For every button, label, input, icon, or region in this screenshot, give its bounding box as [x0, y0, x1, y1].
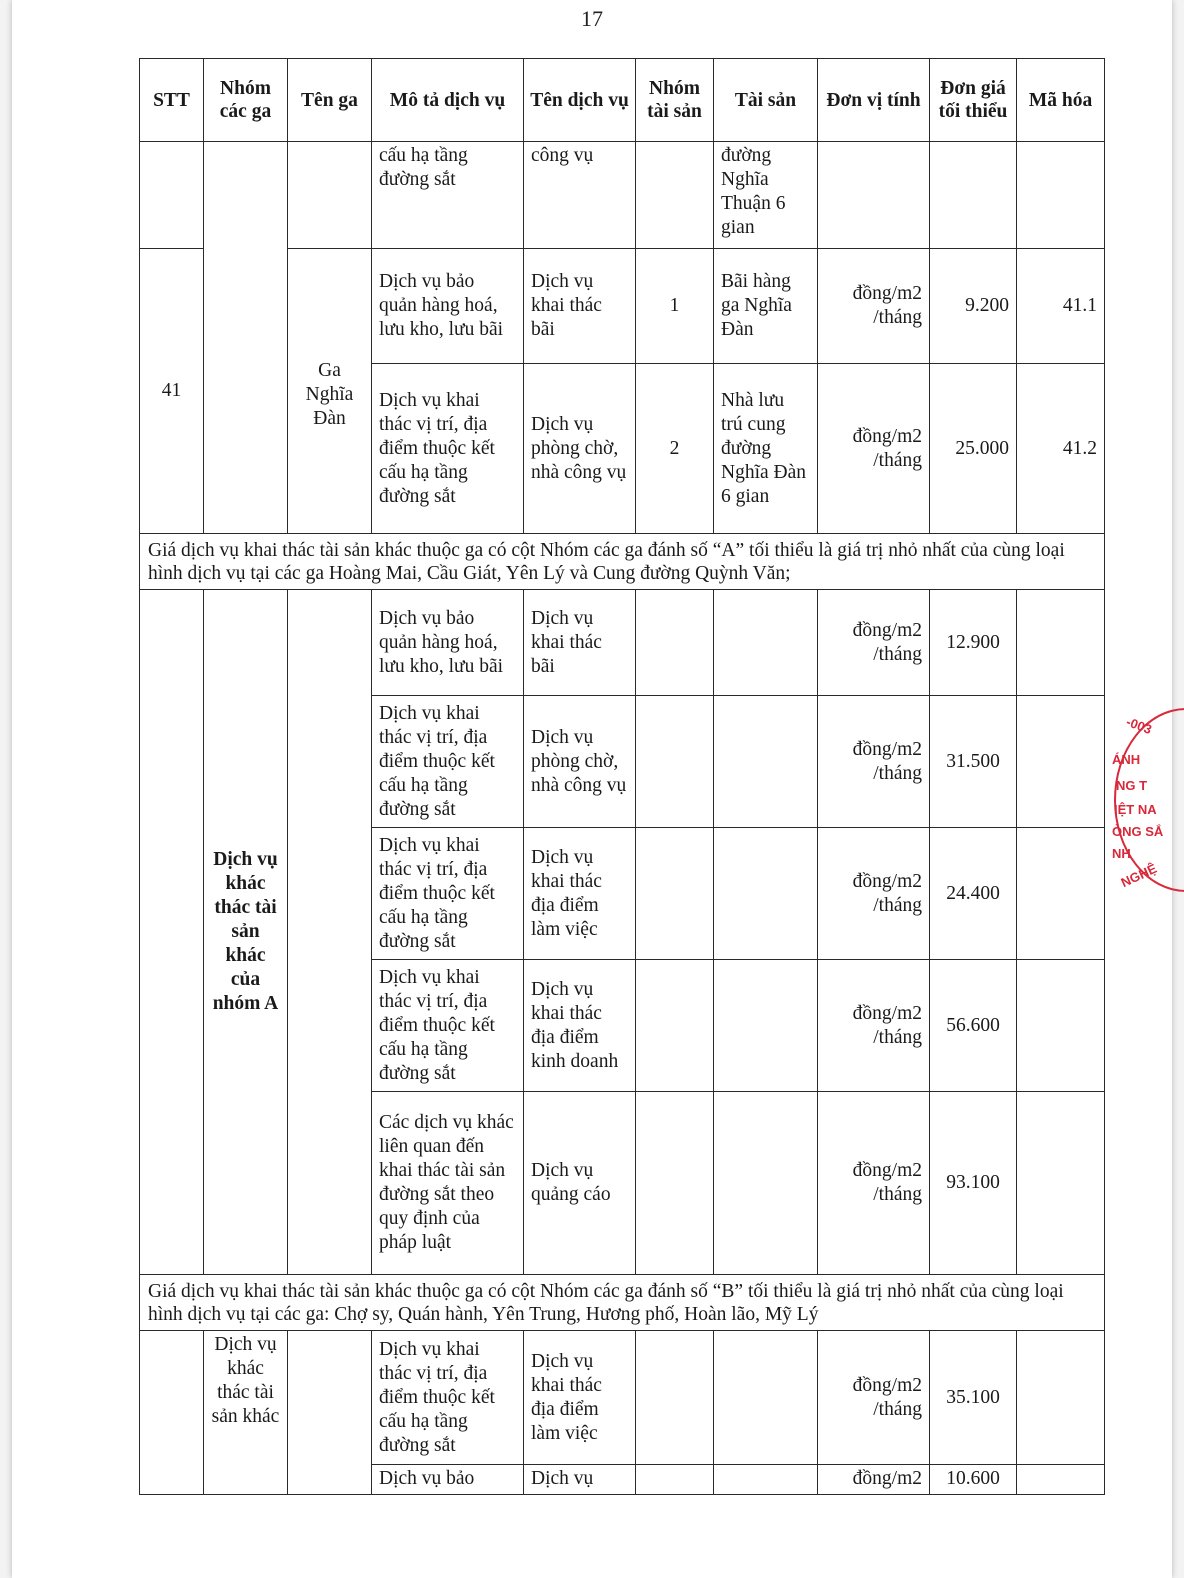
stamp-text: ÒNG SẮ	[1112, 824, 1164, 839]
cell-desc: Dịch vụ khai thác vị trí, địa điểm thuộc kết cấu hạ tầng đường sắt	[372, 1331, 524, 1465]
cell-code	[1017, 1465, 1105, 1495]
cell-unit: đồng/m2 /tháng	[818, 249, 930, 364]
cell-asset-group: 1	[636, 249, 714, 364]
cell-code	[1017, 828, 1105, 960]
cell-asset	[714, 590, 818, 696]
cell-code	[1017, 1092, 1105, 1275]
cell-code	[1017, 960, 1105, 1092]
cell-desc: Dịch vụ khai thác vị trí, địa điểm thuộc kết cấu hạ tầng đường sắt	[372, 828, 524, 960]
cell-group	[204, 142, 288, 534]
cell-price: 93.100	[930, 1092, 1017, 1275]
cell-asset	[714, 1092, 818, 1275]
cell-unit: đồng/m2 /tháng	[818, 1092, 930, 1275]
cell-price: 10.600	[930, 1465, 1017, 1495]
cell-price: 31.500	[930, 696, 1017, 828]
cell-asset-group	[636, 696, 714, 828]
cell-desc: Dịch vụ khai thác vị trí, địa điểm thuộc kết cấu hạ tầng đường sắt	[372, 960, 524, 1092]
cell-asset-group	[636, 1331, 714, 1465]
cell-asset	[714, 1465, 818, 1495]
cell-code	[1017, 696, 1105, 828]
cell-code: 41.1	[1017, 249, 1105, 364]
note-a: Giá dịch vụ khai thác tài sản khác thuộc ga có cột Nhóm các ga đánh số “A” tối thiểu là giá trị nhỏ nhất của cùng loại hình dịch vụ tại các ga Hoàng Mai, Cầu Giát, Yên Lý và Cung đường Quỳnh Văn;	[140, 534, 1105, 590]
cell-price	[930, 142, 1017, 249]
cell-unit: đồng/m2 /tháng	[818, 590, 930, 696]
cell-stt	[140, 590, 204, 1275]
table-row	[140, 142, 1105, 249]
cell-asset: Nhà lưu trú cung đường Nghĩa Đàn 6 gian	[714, 364, 818, 534]
cell-price: 24.400	[930, 828, 1017, 960]
note-b: Giá dịch vụ khai thác tài sản khác thuộc ga có cột Nhóm các ga đánh số “B” tối thiểu là giá trị nhỏ nhất của cùng loại hình dịch vụ tại các ga: Chợ sy, Quán hành, Yên Trung, Hương phố, Hoàn lão, Mỹ Lý	[140, 1275, 1105, 1331]
cell-service: Dịch vụ phòng chờ, nhà công vụ	[524, 696, 636, 828]
cell-price: 25.000	[930, 364, 1017, 534]
header-stt: STT	[140, 59, 204, 142]
cell-service: Dịch vụ phòng chờ, nhà công vụ	[524, 364, 636, 534]
cell-asset: Bãi hàng ga Nghĩa Đàn	[714, 249, 818, 364]
cell-station: Ga Nghĩa Đàn	[288, 249, 372, 534]
cell-unit: đồng/m2	[818, 1465, 930, 1495]
header-unit: Đơn vị tính	[818, 59, 930, 142]
cell-asset	[714, 828, 818, 960]
cell-stt	[140, 1331, 204, 1495]
cell-asset-group	[636, 1465, 714, 1495]
cell-service: Dịch vụ khai thác bãi	[524, 249, 636, 364]
cell-price: 56.600	[930, 960, 1017, 1092]
cell-station	[288, 590, 372, 1275]
cell-desc: Các dịch vụ khác liên quan đến khai thác tài sản đường sắt theo quy định của pháp luật	[372, 1092, 524, 1275]
cell-service: Dịch vụ khai thác địa điểm kinh doanh	[524, 960, 636, 1092]
table-row	[140, 1331, 1105, 1465]
cell-unit	[818, 142, 930, 249]
stamp-text: NGHỆ	[1118, 860, 1159, 891]
cell-asset-group	[636, 960, 714, 1092]
cell-service: Dịch vụ quảng cáo	[524, 1092, 636, 1275]
header-service: Tên dịch vụ	[524, 59, 636, 142]
header-group: Nhóm các ga	[204, 59, 288, 142]
cell-unit: đồng/m2 /tháng	[818, 364, 930, 534]
header-station: Tên ga	[288, 59, 372, 142]
cell-desc: Dịch vụ bảo	[372, 1465, 524, 1495]
cell-desc: cấu hạ tầng đường sắt	[372, 142, 524, 249]
cell-unit: đồng/m2 /tháng	[818, 1331, 930, 1465]
page-number: 17	[581, 6, 603, 31]
header-price: Đơn giá tối thiểu	[930, 59, 1017, 142]
document-page	[12, 0, 1172, 1578]
cell-price: 35.100	[930, 1331, 1017, 1465]
cell-desc: Dịch vụ khai thác vị trí, địa điểm thuộc kết cấu hạ tầng đường sắt	[372, 364, 524, 534]
cell-group-b: Dịch vụ khác thác tài sản khác	[204, 1331, 288, 1495]
cell-asset-group	[636, 142, 714, 249]
cell-station	[288, 142, 372, 249]
stamp-text: NH	[1112, 846, 1131, 861]
price-table	[139, 58, 1105, 1495]
cell-asset-group	[636, 828, 714, 960]
cell-unit: đồng/m2 /tháng	[818, 960, 930, 1092]
cell-desc: Dịch vụ khai thác vị trí, địa điểm thuộc kết cấu hạ tầng đường sắt	[372, 696, 524, 828]
cell-station	[288, 1331, 372, 1495]
cell-service: Dịch vụ khai thác bãi	[524, 590, 636, 696]
cell-stt: 41	[140, 249, 204, 534]
header-asset: Tài sản	[714, 59, 818, 142]
note-row-b	[140, 1275, 1105, 1331]
cell-code	[1017, 1331, 1105, 1465]
header-asset-group: Nhóm tài sản	[636, 59, 714, 142]
cell-service: Dịch vụ	[524, 1465, 636, 1495]
cell-asset-group	[636, 1092, 714, 1275]
header-desc: Mô tả dịch vụ	[372, 59, 524, 142]
cell-desc: Dịch vụ bảo quản hàng hoá, lưu kho, lưu bãi	[372, 590, 524, 696]
cell-service: công vụ	[524, 142, 636, 249]
cell-asset	[714, 696, 818, 828]
stamp-text: ÁNH	[1112, 752, 1141, 767]
cell-service: Dịch vụ khai thác địa điểm làm việc	[524, 1331, 636, 1465]
table-row	[140, 590, 1105, 696]
cell-price: 12.900	[930, 590, 1017, 696]
cell-asset-group: 2	[636, 364, 714, 534]
red-seal-stamp	[1108, 700, 1184, 900]
cell-asset	[714, 960, 818, 1092]
cell-code: 41.2	[1017, 364, 1105, 534]
cell-group-a: Dịch vụ khác thác tài sản khác của nhóm A	[204, 590, 288, 1275]
stamp-text: -003	[1124, 714, 1154, 737]
cell-stt	[140, 142, 204, 249]
header-code: Mã hóa	[1017, 59, 1105, 142]
header-row	[140, 59, 1105, 142]
cell-price: 9.200	[930, 249, 1017, 364]
cell-asset	[714, 1331, 818, 1465]
stamp-text: IỆT NA	[1114, 802, 1157, 817]
cell-asset-group	[636, 590, 714, 696]
cell-unit: đồng/m2 /tháng	[818, 828, 930, 960]
cell-asset: đường Nghĩa Thuận 6 gian	[714, 142, 818, 249]
cell-code	[1017, 590, 1105, 696]
note-row-a	[140, 534, 1105, 590]
cell-service: Dịch vụ khai thác địa điểm làm việc	[524, 828, 636, 960]
cell-code	[1017, 142, 1105, 249]
cell-desc: Dịch vụ bảo quản hàng hoá, lưu kho, lưu bãi	[372, 249, 524, 364]
cell-unit: đồng/m2 /tháng	[818, 696, 930, 828]
stamp-text: NG T	[1116, 778, 1148, 793]
